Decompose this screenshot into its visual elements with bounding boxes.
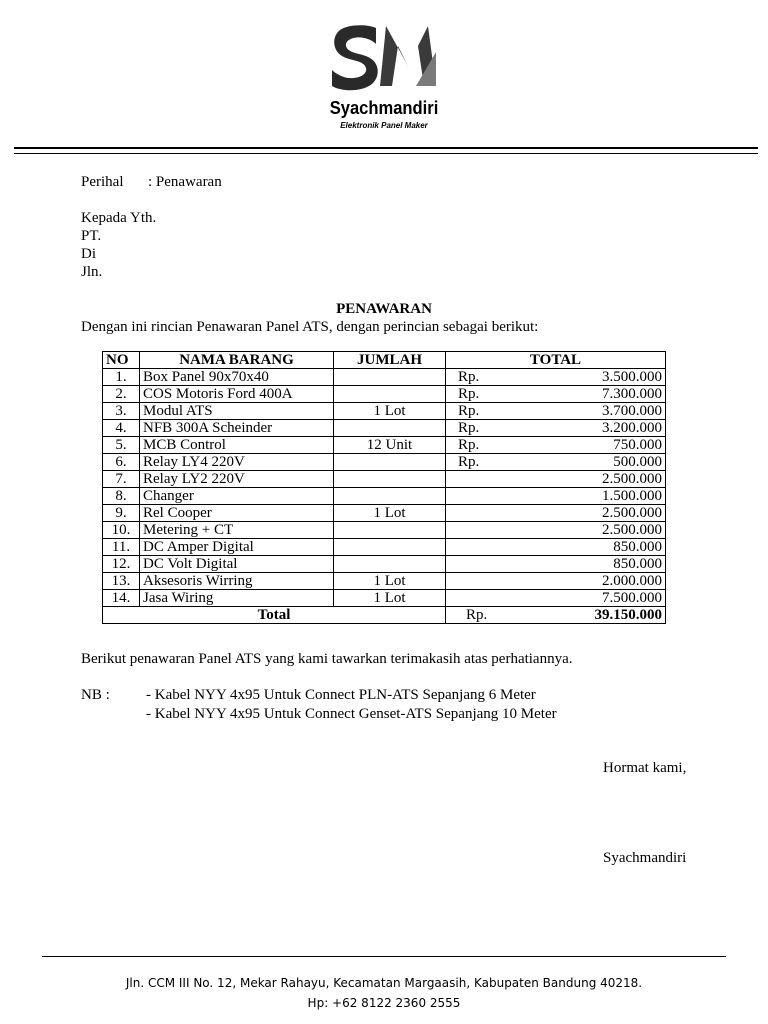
item-quantity xyxy=(334,420,446,437)
item-name: Metering + CT xyxy=(140,522,334,539)
subject-label: Perihal xyxy=(81,174,124,190)
footer-divider xyxy=(42,956,726,957)
item-quantity: 12 Unit xyxy=(334,437,446,454)
item-total-cell xyxy=(446,573,666,590)
item-name: DC Amper Digital xyxy=(140,539,334,556)
item-quantity: 1 Lot xyxy=(334,590,446,607)
item-name: Rel Cooper xyxy=(140,505,334,522)
item-total-cell xyxy=(446,590,666,607)
total-label: Total xyxy=(103,607,446,624)
item-currency: Rp. xyxy=(458,369,480,385)
row-number: 7. xyxy=(103,471,140,488)
item-total-cell xyxy=(446,437,666,454)
total-cell xyxy=(446,607,666,624)
document-heading: PENAWARAN xyxy=(336,301,432,317)
subject-value: : Penawaran xyxy=(148,174,222,190)
row-number: 11. xyxy=(103,539,140,556)
recipient-address: Jln. xyxy=(81,264,103,280)
table-row xyxy=(103,556,666,573)
header-divider-thin xyxy=(14,153,758,154)
nb-item: - Kabel NYY 4x95 Untuk Connect PLN-ATS Sepanjang 6 Meter xyxy=(146,687,536,703)
item-quantity xyxy=(334,522,446,539)
item-currency: Rp. xyxy=(458,454,480,470)
item-total: 2.500.000 xyxy=(602,505,662,521)
regards-text: Hormat kami, xyxy=(603,760,687,776)
item-total-cell xyxy=(446,522,666,539)
item-total: 750.000 xyxy=(613,437,662,453)
nb-label: NB : xyxy=(81,687,110,703)
table-row xyxy=(103,522,666,539)
row-number: 10. xyxy=(103,522,140,539)
col-header-name: NAMA BARANG xyxy=(140,352,334,369)
item-total: 3.200.000 xyxy=(602,420,662,436)
row-number: 3. xyxy=(103,403,140,420)
row-number: 9. xyxy=(103,505,140,522)
item-total: 2.500.000 xyxy=(602,471,662,487)
header-divider xyxy=(14,147,758,149)
col-header-no: NO xyxy=(103,352,140,369)
item-name: DC Volt Digital xyxy=(140,556,334,573)
row-number: 14. xyxy=(103,590,140,607)
item-name: Jasa Wiring xyxy=(140,590,334,607)
item-total: 2.000.000 xyxy=(602,573,662,589)
row-number: 1. xyxy=(103,369,140,386)
signature-name: Syachmandiri xyxy=(603,850,687,866)
closing-text: Berikut penawaran Panel ATS yang kami tawarkan terimakasih atas perhatiannya. xyxy=(81,651,573,667)
item-name: COS Motoris Ford 400A xyxy=(140,386,334,403)
total-value: 39.150.000 xyxy=(594,607,662,623)
table-row xyxy=(103,454,666,471)
item-name: Changer xyxy=(140,488,334,505)
item-total-cell xyxy=(446,488,666,505)
row-number: 12. xyxy=(103,556,140,573)
item-currency: Rp. xyxy=(458,403,480,419)
item-quantity xyxy=(334,471,446,488)
item-total: 850.000 xyxy=(613,539,662,555)
row-number: 8. xyxy=(103,488,140,505)
item-total: 2.500.000 xyxy=(602,522,662,538)
item-name: NFB 300A Scheinder xyxy=(140,420,334,437)
item-quantity xyxy=(334,556,446,573)
row-number: 2. xyxy=(103,386,140,403)
company-logo xyxy=(328,22,440,92)
item-total: 850.000 xyxy=(613,556,662,572)
item-name: Relay LY2 220V xyxy=(140,471,334,488)
item-quantity xyxy=(334,454,446,471)
brand-tagline: Elektronik Panel Maker xyxy=(340,121,428,130)
nb-item: - Kabel NYY 4x95 Untuk Connect Genset-ATS Sepanjang 10 Meter xyxy=(146,706,557,722)
item-quantity: 1 Lot xyxy=(334,573,446,590)
item-total-cell xyxy=(446,471,666,488)
item-total: 3.500.000 xyxy=(602,369,662,385)
footer-phone: Hp: +62 8122 2360 2555 xyxy=(307,996,461,1010)
footer-address: Jln. CCM III No. 12, Mekar Rahayu, Kecamatan Margaasih, Kabupaten Bandung 40218. xyxy=(125,976,643,990)
item-total-cell xyxy=(446,420,666,437)
table-row xyxy=(103,539,666,556)
total-currency: Rp. xyxy=(466,607,488,623)
table-row xyxy=(103,403,666,420)
table-row xyxy=(103,488,666,505)
table-row xyxy=(103,471,666,488)
row-number: 5. xyxy=(103,437,140,454)
item-total-cell xyxy=(446,505,666,522)
col-header-qty: JUMLAH xyxy=(334,352,446,369)
item-name: Modul ATS xyxy=(140,403,334,420)
item-total-cell xyxy=(446,539,666,556)
item-quantity xyxy=(334,386,446,403)
item-quantity xyxy=(334,539,446,556)
item-total: 500.000 xyxy=(613,454,662,470)
item-currency: Rp. xyxy=(458,437,480,453)
col-header-total: TOTAL xyxy=(446,352,666,369)
brand-name: Syachmandiri xyxy=(329,98,439,118)
item-quantity xyxy=(334,369,446,386)
table-row xyxy=(103,369,666,386)
item-total-cell xyxy=(446,454,666,471)
item-total: 7.300.000 xyxy=(602,386,662,402)
item-quantity: 1 Lot xyxy=(334,403,446,420)
recipient-location: Di xyxy=(81,246,96,262)
item-total-cell xyxy=(446,386,666,403)
recipient-company: PT. xyxy=(81,228,102,244)
row-number: 6. xyxy=(103,454,140,471)
item-total-cell xyxy=(446,369,666,386)
item-quantity xyxy=(334,488,446,505)
item-total-cell xyxy=(446,403,666,420)
table-row xyxy=(103,573,666,590)
table-row xyxy=(103,590,666,607)
table-row xyxy=(103,386,666,403)
item-quantity: 1 Lot xyxy=(334,505,446,522)
item-name: MCB Control xyxy=(140,437,334,454)
row-number: 4. xyxy=(103,420,140,437)
item-currency: Rp. xyxy=(458,386,480,402)
item-currency: Rp. xyxy=(458,420,480,436)
recipient-line: Kepada Yth. xyxy=(81,210,157,226)
table-header-row xyxy=(103,352,666,369)
table-row xyxy=(103,420,666,437)
item-name: Aksesoris Wirring xyxy=(140,573,334,590)
intro-text: Dengan ini rincian Penawaran Panel ATS, dengan perincian sebagai berikut: xyxy=(81,319,539,335)
item-total: 1.500.000 xyxy=(602,488,662,504)
item-total: 3.700.000 xyxy=(602,403,662,419)
item-total: 7.500.000 xyxy=(602,590,662,606)
item-total-cell xyxy=(446,556,666,573)
row-number: 13. xyxy=(103,573,140,590)
item-name: Relay LY4 220V xyxy=(140,454,334,471)
table-row xyxy=(103,505,666,522)
table-row xyxy=(103,437,666,454)
item-name: Box Panel 90x70x40 xyxy=(140,369,334,386)
table-total-row xyxy=(103,607,666,624)
quotation-table xyxy=(102,351,666,624)
